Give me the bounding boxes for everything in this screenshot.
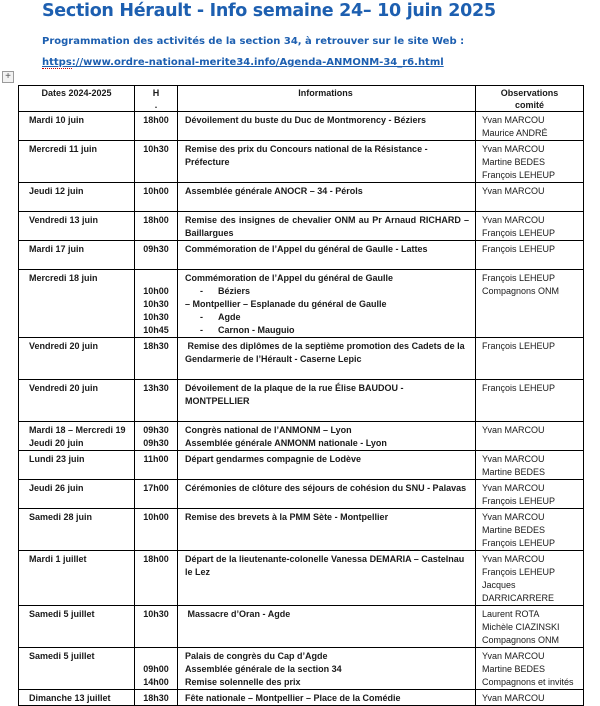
table-row: [19, 338, 583, 380]
date-cell: [19, 509, 135, 551]
cell-line: comité: [514, 99, 544, 110]
cell-line: Remise des prix du Concours national de la Résistance - Préfecture: [185, 144, 431, 167]
cell-line: François LEHEUP: [482, 228, 556, 238]
table-row: [19, 551, 583, 606]
info-cell: [178, 690, 476, 706]
cell-line: Compagnons ONM: [482, 635, 560, 645]
info-cell: [178, 141, 476, 183]
cell-line: Yvan MARCOU: [482, 115, 545, 125]
time-cell: [135, 380, 178, 422]
cell-line: [136, 650, 176, 663]
table-row: [19, 451, 583, 480]
table-header-row: [19, 86, 583, 112]
cell-line: François LEHEUP: [482, 244, 556, 254]
observations-cell: [476, 451, 583, 480]
table-row: [19, 112, 583, 141]
subtitle-text: Programmation des activités de la section 34, à retrouver sur le site Web :: [42, 36, 465, 47]
cell-line: Massacre d’Oran - Agde: [185, 609, 291, 619]
cell-line: François LEHEUP: [482, 170, 556, 180]
observations-cell: [476, 112, 583, 141]
cell-line: Vendredi 20 juin: [29, 383, 99, 393]
cell-line: Yvan MARCOU: [482, 512, 545, 522]
date-cell: [19, 422, 135, 451]
cell-line: Congrès national de l’ANMONM – Lyon: [185, 425, 352, 435]
table-row: [19, 141, 583, 183]
table-row: [19, 270, 583, 338]
cell-line: 09h30: [143, 438, 169, 448]
cell-line: Observations: [500, 88, 559, 98]
observations-cell: [476, 480, 583, 509]
info-cell: [178, 380, 476, 422]
cell-line: François LEHEUP: [482, 538, 556, 548]
observations-cell: [476, 183, 583, 212]
table-row: [19, 183, 583, 212]
table-move-handle[interactable]: [2, 71, 14, 83]
move-icon: +: [5, 71, 11, 82]
cell-line: Palais de congrès du Cap d’Agde: [185, 651, 328, 661]
time-cell: [135, 270, 178, 338]
cell-line: 09h00: [143, 664, 169, 674]
cell-line: Mercredi 11 juin: [29, 144, 98, 154]
agenda-link-rest[interactable]: ://www.ordre-national-merite34.info/Agenda-ANMONM-34_r6.html: [71, 57, 444, 68]
cell-line: 18h30: [143, 693, 169, 703]
cell-line: Laurent ROTA: [482, 609, 540, 619]
cell-line: [185, 198, 469, 211]
cell-line: Vendredi 20 juin: [29, 341, 99, 351]
cell-line: Mardi 10 juin: [29, 115, 85, 125]
time-cell: [135, 183, 178, 212]
info-cell: [178, 606, 476, 648]
cell-line: Dimanche 13 juillet: [29, 693, 111, 703]
cell-line: Jacques DARRICARRERE: [482, 580, 555, 603]
cell-line: Yvan MARCOU: [482, 454, 545, 464]
date-cell: [19, 338, 135, 380]
date-cell: [19, 451, 135, 480]
cell-line: Assemblée générale ANOCR – 34 - Pérols: [185, 186, 363, 196]
info-cell: [178, 509, 476, 551]
info-cell: [178, 451, 476, 480]
cell-line: Yvan MARCOU: [482, 651, 545, 661]
cell-line: [185, 256, 469, 269]
cell-line: Dévoilement du buste du Duc de Montmorency - Béziers: [185, 115, 427, 125]
cell-line: Vendredi 13 juin: [29, 215, 99, 225]
observations-cell: [476, 422, 583, 451]
cell-line: Remise des brevets à la PMM Sète - Montpellier: [185, 512, 389, 522]
date-cell: [19, 380, 135, 422]
table-row: [19, 606, 583, 648]
observations-cell: [476, 648, 583, 690]
cell-line: Maurice ANDRÉ: [482, 128, 548, 138]
cell-line: Remise des insignes de chevalier ONM au Pr Arnaud RICHARD – Baillargues: [185, 215, 472, 238]
time-cell: [135, 112, 178, 141]
cell-line: François LEHEUP: [482, 496, 556, 506]
date-cell: [19, 241, 135, 270]
time-cell: [135, 606, 178, 648]
observations-cell: [476, 690, 583, 706]
cell-line: Assemblée générale ANMONM nationale - Lyon: [185, 438, 387, 448]
cell-line: Compagnons ONM: [482, 286, 560, 296]
cell-line: 09h30: [143, 244, 169, 254]
cell-line: 18h00: [143, 215, 169, 225]
time-cell: [135, 422, 178, 451]
cell-line: François LEHEUP: [482, 341, 556, 351]
date-cell: [19, 690, 135, 706]
time-cell: [135, 509, 178, 551]
cell-line: François LEHEUP: [482, 273, 556, 283]
observations-cell: [476, 241, 583, 270]
column-header: [476, 86, 583, 112]
cell-line: - Carnon - Mauguio: [185, 325, 295, 335]
cell-line: Dévoilement de la plaque de la rue Élise BAUDOU - MONTPELLIER: [185, 383, 407, 406]
cell-line: Mardi 18 – Mercredi 19: [29, 425, 126, 435]
time-cell: [135, 241, 178, 270]
table-row: [19, 480, 583, 509]
time-cell: [135, 212, 178, 241]
date-cell: [19, 141, 135, 183]
date-cell: [19, 183, 135, 212]
cell-line: [185, 366, 469, 379]
cell-line: Mercredi 18 juin: [29, 273, 98, 283]
cell-line: Lundi 23 juin: [29, 454, 85, 464]
info-cell: [178, 422, 476, 451]
observations-cell: [476, 141, 583, 183]
page-title: Section Hérault - Info semaine 24– 10 juin 2025: [42, 1, 496, 21]
info-cell: [178, 183, 476, 212]
date-cell: [19, 112, 135, 141]
agenda-link[interactable]: [42, 57, 444, 68]
cell-line: 10h00: [143, 186, 169, 196]
cell-line: 09h30: [143, 425, 169, 435]
table-row: [19, 241, 583, 270]
cell-line: Remise des diplômes de la septième promotion des Cadets de la: [185, 341, 465, 351]
time-cell: [135, 141, 178, 183]
cell-line: 10h00: [143, 286, 169, 296]
cell-line: Commémoration de l’Appel du général de Gaulle - Lattes: [185, 244, 428, 254]
date-cell: [19, 270, 135, 338]
observations-cell: [476, 338, 583, 380]
table-row: [19, 422, 583, 451]
cell-line: Yvan MARCOU: [482, 483, 545, 493]
cell-line: – Montpellier – Esplanade du général de Gaulle: [185, 299, 387, 309]
time-cell: [135, 551, 178, 606]
info-cell: [178, 338, 476, 380]
observations-cell: [476, 551, 583, 606]
cell-line: Jeudi 26 juin: [29, 483, 84, 493]
cell-line: 10h45: [143, 325, 169, 335]
cell-line: Yvan MARCOU: [482, 693, 545, 703]
info-cell: [178, 648, 476, 690]
time-cell: [135, 480, 178, 509]
date-cell: [19, 606, 135, 648]
info-cell: [178, 270, 476, 338]
observations-cell: [476, 606, 583, 648]
cell-line: Mardi 17 juin: [29, 244, 85, 254]
cell-line: Cérémonies de clôture des séjours de cohésion du SNU - Palavas: [185, 483, 467, 493]
cell-line: François LEHEUP: [482, 567, 556, 577]
cell-line: 18h00: [143, 115, 169, 125]
cell-line: Assemblée générale de la section 34: [185, 664, 342, 674]
table-row: [19, 648, 583, 690]
agenda-link-scheme[interactable]: https: [42, 57, 72, 68]
column-header: [178, 86, 476, 112]
cell-line: .: [154, 99, 158, 110]
observations-cell: [476, 270, 583, 338]
info-cell: [178, 241, 476, 270]
cell-line: Yvan MARCOU: [482, 215, 545, 225]
cell-line: - Béziers: [185, 286, 251, 296]
cell-line: Martine BEDES: [482, 467, 546, 477]
date-cell: [19, 648, 135, 690]
info-cell: [178, 112, 476, 141]
cell-line: Gendarmerie de l’Hérault - Caserne Lepic: [185, 354, 362, 364]
cell-line: 18h30: [143, 341, 169, 351]
table-row: [19, 212, 583, 241]
date-cell: [19, 212, 135, 241]
cell-line: Départ gendarmes compagnie de Lodève: [185, 454, 362, 464]
time-cell: [135, 690, 178, 706]
time-cell: [135, 648, 178, 690]
cell-line: Martine BEDES: [482, 157, 546, 167]
cell-line: 14h00: [143, 677, 169, 687]
date-cell: [19, 551, 135, 606]
cell-line: Yvan MARCOU: [482, 554, 545, 564]
cell-line: - Agde: [185, 312, 241, 322]
cell-line: Départ de la lieutenante-colonelle Vanessa DEMARIA – Castelnau le Lez: [185, 554, 467, 577]
info-cell: [178, 212, 476, 241]
observations-cell: [476, 212, 583, 241]
cell-line: Jeudi 12 juin: [29, 186, 84, 196]
time-cell: [135, 338, 178, 380]
cell-line: 11h00: [143, 454, 169, 464]
time-cell: [135, 451, 178, 480]
cell-line: Yvan MARCOU: [482, 144, 545, 154]
cell-line: Michèle CIAZINSKI: [482, 622, 560, 632]
cell-line: Informations: [298, 88, 353, 98]
cell-line: [185, 408, 469, 421]
cell-line: Compagnons et invités: [482, 677, 574, 687]
cell-line: Mardi 1 juillet: [29, 554, 87, 564]
cell-line: Samedi 5 juillet: [29, 651, 95, 661]
cell-line: Samedi 28 juin: [29, 512, 93, 522]
cell-line: 10h30: [143, 312, 169, 322]
cell-line: H: [152, 88, 160, 98]
cell-line: Martine BEDES: [482, 525, 546, 535]
cell-line: François LEHEUP: [482, 383, 556, 393]
cell-line: Remise solennelle des prix: [185, 677, 301, 687]
cell-line: Yvan MARCOU: [482, 186, 545, 196]
column-header: [19, 86, 135, 112]
observations-cell: [476, 380, 583, 422]
cell-line: 13h30: [143, 383, 169, 393]
cell-line: Dates 2024-2025: [41, 88, 112, 98]
cell-line: 17h00: [143, 483, 169, 493]
cell-line: 10h30: [143, 609, 169, 619]
cell-line: 18h00: [143, 554, 169, 564]
cell-line: Martine BEDES: [482, 664, 546, 674]
cell-line: Jeudi 20 juin: [29, 438, 84, 448]
table-row: [19, 509, 583, 551]
date-cell: [19, 480, 135, 509]
info-cell: [178, 551, 476, 606]
observations-cell: [476, 509, 583, 551]
cell-line: Commémoration de l’Appel du général de Gaulle: [185, 273, 394, 283]
cell-line: 10h30: [143, 299, 169, 309]
cell-line: Samedi 5 juillet: [29, 609, 95, 619]
cell-line: Yvan MARCOU: [482, 425, 545, 435]
cell-line: [136, 272, 176, 285]
table-row: [19, 690, 583, 706]
cell-line: 10h00: [143, 512, 169, 522]
cell-line: 10h30: [143, 144, 169, 154]
schedule-table: [18, 85, 584, 706]
column-header: [135, 86, 178, 112]
cell-line: Fête nationale – Montpellier – Place de la Comédie: [185, 693, 401, 703]
info-cell: [178, 480, 476, 509]
table-row: [19, 380, 583, 422]
